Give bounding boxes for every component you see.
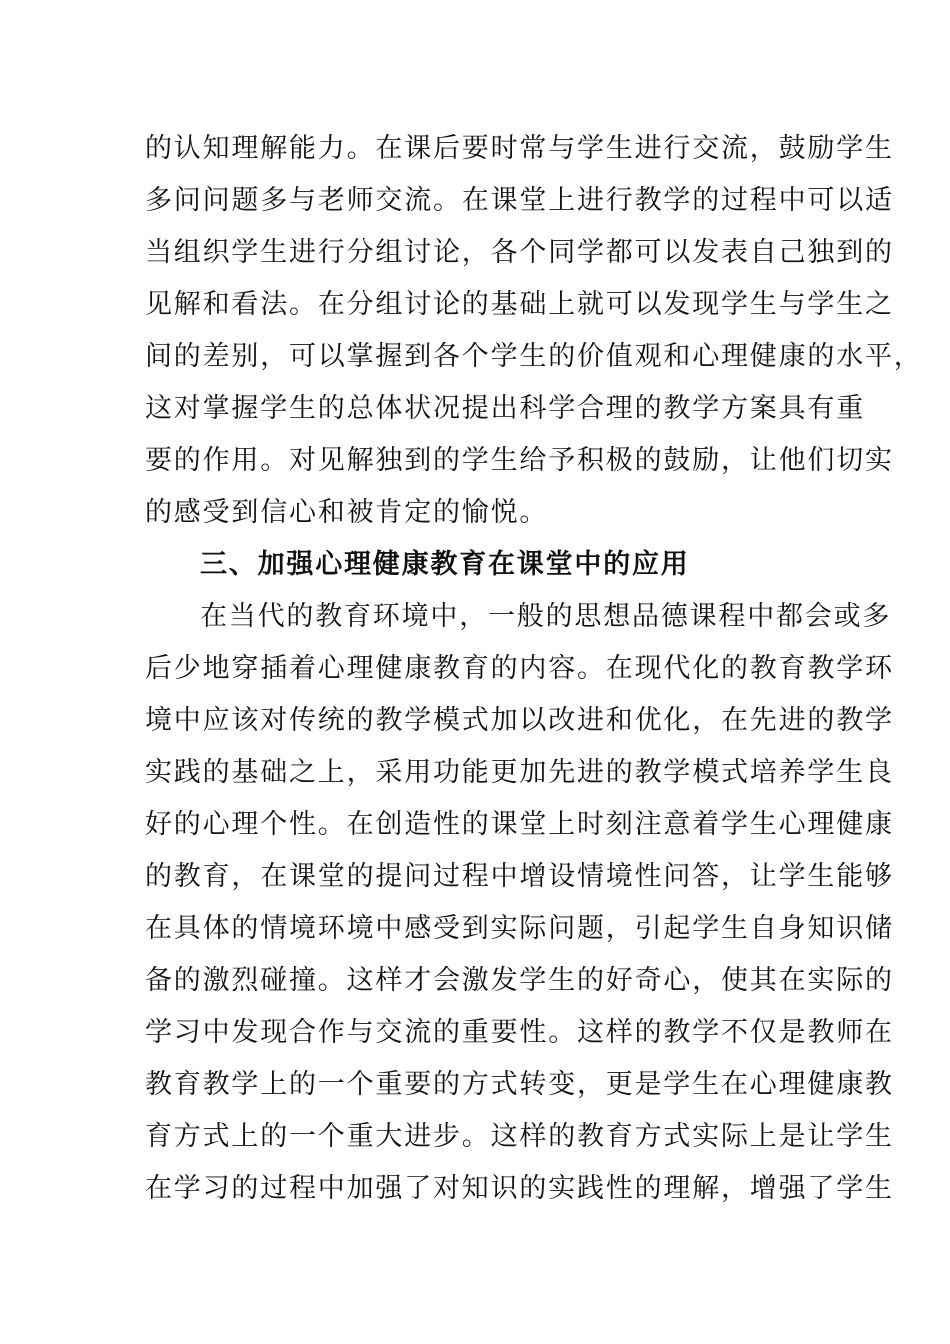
text-line: 要的作用。对见解独到的学生给予积极的鼓励，让他们切实 — [145, 445, 894, 476]
text-line: 的认知理解能力。在课后要时常与学生进行交流，鼓励学生 — [145, 133, 894, 164]
text-line: 好的心理个性。在创造性的课堂上时刻注意着学生心理健康 — [145, 809, 894, 840]
text-line: 在具体的情境环境中感受到实际问题，引起学生自身知识储 — [145, 913, 894, 944]
text-line: 当组织学生进行分组讨论，各个同学都可以发表自己独到的 — [145, 237, 894, 268]
section-heading: 三、加强心理健康教育在课堂中的应用 — [200, 549, 690, 580]
text-line: 境中应该对传统的教学模式加以改进和优化，在先进的教学 — [145, 705, 894, 736]
text-line: 的教育，在课堂的提问过程中增设情境性问答，让学生能够 — [145, 861, 894, 892]
text-line: 学习中发现合作与交流的重要性。这样的教学不仅是教师在 — [145, 1017, 894, 1048]
text-line: 间的差别，可以掌握到各个学生的价值观和心理健康的水平， — [145, 341, 923, 372]
text-line: 育方式上的一个重大进步。这样的教育方式实际上是让学生 — [145, 1121, 894, 1152]
text-line: 多问问题多与老师交流。在课堂上进行教学的过程中可以适 — [145, 185, 894, 216]
text-line: 备的激烈碰撞。这样才会激发学生的好奇心，使其在实际的 — [145, 965, 894, 996]
text-line: 这对掌握学生的总体状况提出科学合理的教学方案具有重 — [145, 393, 865, 424]
text-line: 后少地穿插着心理健康教育的内容。在现代化的教育教学环 — [145, 653, 894, 684]
text-line: 见解和看法。在分组讨论的基础上就可以发现学生与学生之 — [145, 289, 894, 320]
text-line: 在学习的过程中加强了对知识的实践性的理解，增强了学生 — [145, 1173, 894, 1204]
text-line: 实践的基础之上，采用功能更加先进的教学模式培养学生良 — [145, 757, 894, 788]
text-line: 在当代的教育环境中，一般的思想品德课程中都会或多 — [200, 601, 892, 632]
text-line: 教育教学上的一个重要的方式转变，更是学生在心理健康教 — [145, 1069, 894, 1100]
text-line: 的感受到信心和被肯定的愉悦。 — [145, 497, 549, 528]
